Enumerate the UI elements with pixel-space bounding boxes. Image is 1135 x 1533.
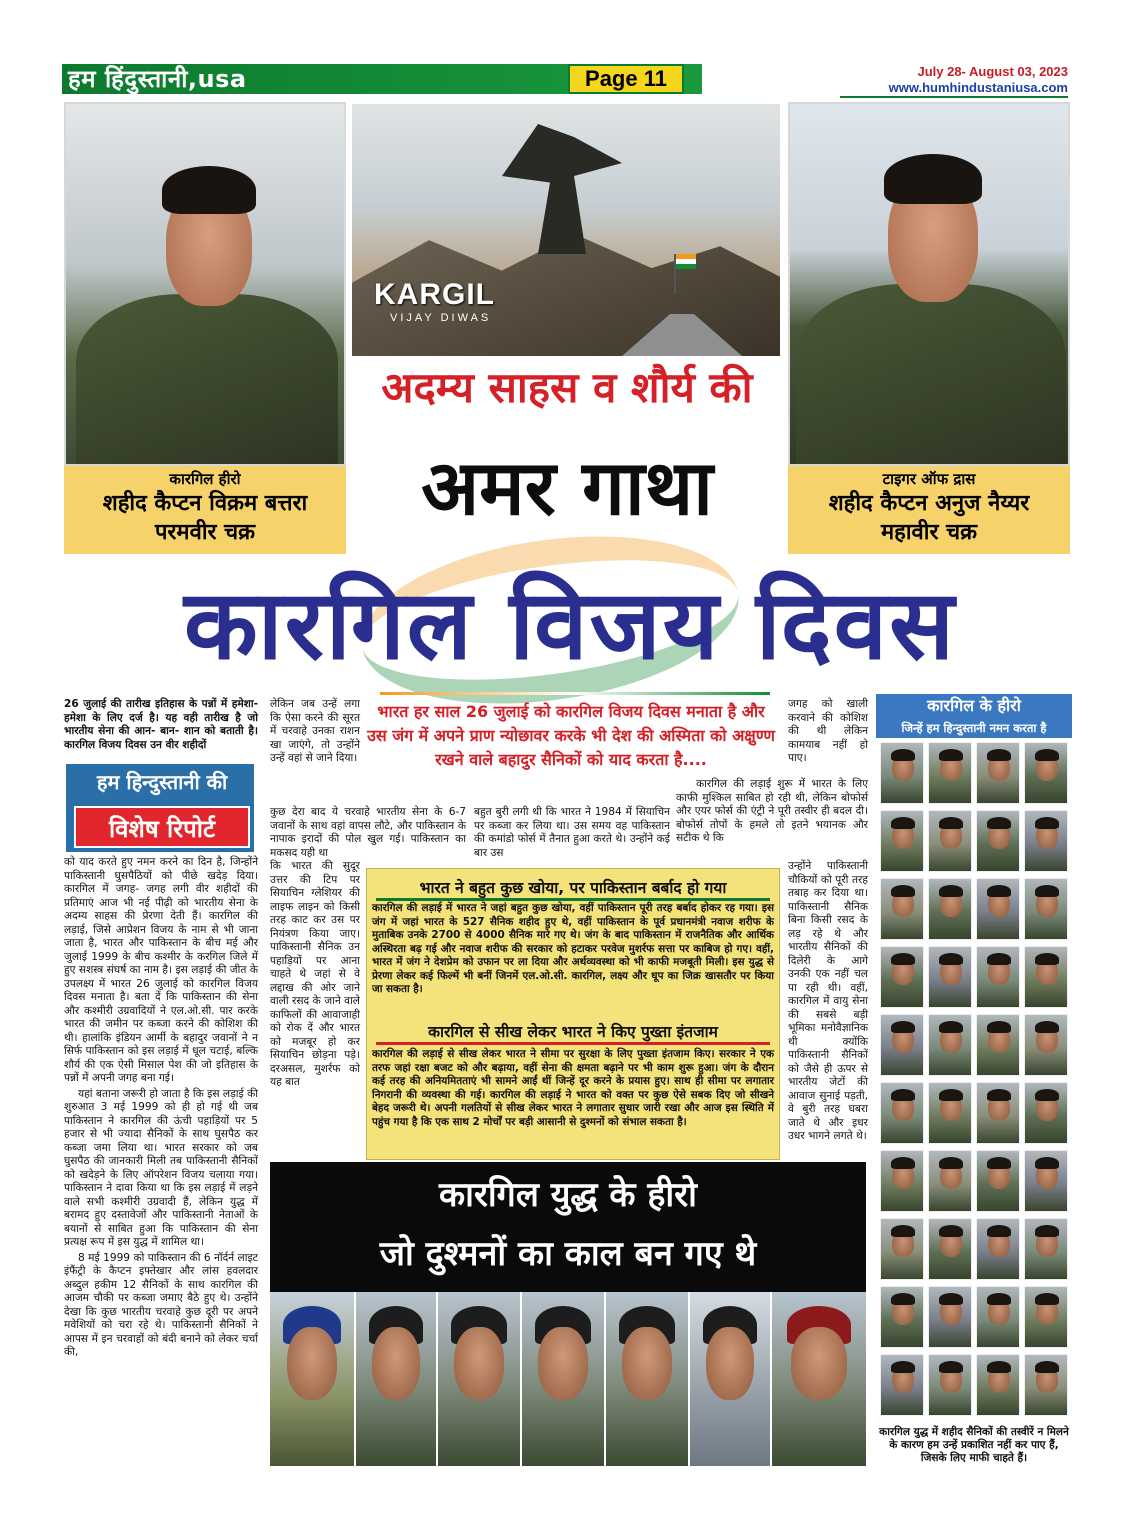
soldier-thumbnail: [880, 878, 924, 940]
heroes-banner-line2: जो दुश्मनों का काल बन गए थे: [379, 1234, 757, 1274]
pull-quote: भारत हर साल 26 जुलाई को कारगिल विजय दिवस मनाता है और उस जंग में अपने प्राण न्योछावर करके भी देश की अस्मिता को अक्षुण्ण रखने वाले बहादुर सैनिकों को याद करता है....: [367, 702, 775, 769]
article-column-2: कि भारत की सुदूर उत्तर की टिप पर सियाचिन ग्लेशियर की लाइफ लाइन को किसी तरह काट कर उस पर नियंत्रण किया जाए। पाकिस्तानी सैनिक उन पहाड़ियों पर आना चाहते थे जहां से वे लद्दाख की ओर जाने वाली रसद के जाने वाले काफिलों की आवाजाही को रोक दें और भारत को मजबूर हो कर सियाचिन छोड़ना पड़े। दरअसल, मुशर्रफ को यह बात: [270, 860, 360, 1088]
report-line2: विशेष रिपोर्ट: [74, 806, 250, 848]
website-link[interactable]: www.humhindustaniusa.com: [888, 80, 1068, 95]
newspaper-logo: हम हिंदुस्तानी,usa: [68, 65, 247, 93]
sidebar-subtitle: जिन्हें हम हिन्दुस्तानी नमन करता है: [876, 718, 1072, 738]
article-column-2-top: लेकिन जब उन्हें लगा कि ऐसा करने की सूरत में चरवाहे उनका राशन खा जाएंगे, तो उन्होंने उन्हें वहां से जाने दिया।: [270, 698, 360, 764]
report-line1: हम हिन्दुस्तानी की: [96, 770, 228, 794]
hero-photo: [522, 1292, 604, 1466]
soldier-silhouette-icon: [502, 124, 622, 254]
soldier-thumbnail: [1024, 810, 1068, 872]
header-divider: [840, 96, 1068, 98]
soldier-thumbnail: [880, 1150, 924, 1212]
kargil-vijay-diwas-poster: [352, 104, 780, 356]
soldier-thumbnail: [1024, 742, 1068, 804]
article-column-4-top: जगह को खाली करवाने की कोशिश की थी लेकिन कामयाब नहीं हो पाए।: [788, 698, 868, 764]
heroes-banner: [270, 1162, 866, 1292]
left-hero-award: परमवीर चक्र: [154, 520, 256, 545]
sidebar-footnote: कारगिल युद्ध में शहीद सैनिकों की तस्वीरें न मिलने के कारण हम उन्हें प्रकाशित नहीं कर पाए हैं, जिसके लिए माफी चाहते हैं।: [879, 1426, 1069, 1464]
title-underline: [376, 898, 770, 901]
kargil-logo: KARGIL: [374, 278, 495, 311]
lost-much-text: कारगिल की लड़ाई में भारत ने जहां बहुत कुछ खोया, वहीं पाकिस्तान पूरी तरह बर्बाद होकर रह गया। इस जंग में जहां भारत के 527 सैनिक शहीद हुए थे, वहीं पाकिस्तान के पूर्व प्रधानमंत्री नवाज शरीफ के मुताबिक उनके 2700 से 4000 सैनिक मारे गए थे। जंग के बाद पाकिस्तान में राजनैतिक और आर्थिक अस्थिरता बढ़ गई और नवाज शरीफ की सरकार को हटाकर परवेज मुशर्रफ सत्ता पर काबिज हो गए। वहीं, भारत में जंग ने देशप्रेम को उफान पर ला दिया और अर्थव्यवस्था को भी काफी मजबूती मिली। इस युद्ध से प्रेरणा लेकर कई फिल्में भी बनीं जिनमें एल.ओ.सी. कारगिल, लक्ष्य और धूप का जिक्र खासतौर पर किया जा सकता है।: [372, 902, 774, 995]
anuj-nayyar-photo: [788, 102, 1070, 466]
article-column-1: [64, 856, 258, 1362]
headline-black: अमर गाथा: [421, 443, 713, 532]
soldier-thumbnail: [1024, 946, 1068, 1008]
vikram-batra-photo: [64, 102, 346, 466]
main-title: कारगिल विजय दिवस: [184, 569, 956, 681]
soldier-thumbnail: [928, 878, 972, 940]
hero-photo: [772, 1292, 866, 1466]
soldier-thumbnail: [928, 742, 972, 804]
hero-photo: [690, 1292, 770, 1466]
soldier-thumbnail: [928, 1014, 972, 1076]
soldier-thumbnail: [1024, 1218, 1068, 1280]
soldier-thumbnail: [1024, 1150, 1068, 1212]
issue-date: July 28- August 03, 2023: [917, 64, 1068, 79]
paragraph: को याद करते हुए नमन करने का दिन है, जिन्होंने पाकिस्तानी घुसपैठियों को पीछे खदेड़ दिया। कारगिल में जगह- जगह लगी वीर शहीदों की प्रतिमाएं आज भी नई पीढ़ी को भारतीय सेना के अदम्य साहस की प्रेरणा देती हैं। कारगिल की लड़ाई, जिसे आप्रेशन विजय के नाम से भी जाना जाता है, भारत और पाकिस्तान के बीच मई और जुलाई 1999 के बीच कश्मीर के करगिल जिले में हुए सशस्त्र संघर्ष का नाम है। इस लड़ाई की जीत के उपलक्ष्य में भारत 26 जुलाई को कारगिल विजय दिवस मनाता है। बता दें कि पाकिस्तान की सेना और कश्मीरी उग्रवादियों ने एल.ओ.सी. पार करके भारत की जमीन पर कब्जा करने की कोशिश की थी। हालांकि इंडियन आर्मी के बहादुर जवानों ने न सिर्फ पाकिस्तान को इस लड़ाई में धूल चटाई, बल्कि शौर्य की एक ऐसी मिसाल पेश की जो इतिहास के पन्नों में अपनी जगह बना गई।: [64, 856, 258, 1084]
soldier-thumbnail: [880, 1286, 924, 1348]
soldier-thumbnail: [1024, 878, 1068, 940]
hero-photo: [270, 1292, 354, 1466]
sidebar-title: कारगिल के हीरो: [876, 694, 1072, 718]
lessons-title: कारगिल से सीख लेकर भारत ने किए पुख्ता इंतजाम: [428, 1023, 718, 1041]
article-column-4: उन्होंने पाकिस्तानी चौकियों को पूरी तरह तबाह कर दिया था। पाकिस्तानी सैनिक बिना किसी रसद के लड़ रहे थे और भारतीय सैनिकों की दिलेरी के आगे उनकी एक नहीं चल पा रही थी। वहीं, कारगिल में वायु सेना की सबसे बड़ी भूमिका मनोवैज्ञानिक थी क्योंकि पाकिस्तानी सैनिकों को जैसे ही ऊपर से भारतीय जेटों की आवाज सुनाई पड़ती, वे बुरी तरह घबरा जाते थे और इधर उधर भागने लगते थे।: [788, 860, 868, 1142]
lost-much-title: भारत ने बहुत कुछ खोया, पर पाकिस्तान बर्बाद हो गया: [419, 879, 727, 897]
quote-divider: [380, 692, 770, 695]
soldier-thumbnail: [976, 1082, 1020, 1144]
intro-paragraph: 26 जुलाई की तारीख इतिहास के पन्नों में हमेशा- हमेशा के लिए दर्ज है। यह वही तारीख है जो भारतीय सेना की आन- बान- शान को बताती है। कारगिल विजय दिवस उन वीर शहीदों: [64, 698, 258, 751]
soldier-thumbnail: [976, 1286, 1020, 1348]
soldier-thumbnail: [976, 1150, 1020, 1212]
soldier-thumbnail: [880, 810, 924, 872]
soldier-thumbnail: [976, 1218, 1020, 1280]
right-hero-tagline: टाइगर ऑफ द्रास: [882, 470, 976, 488]
hero-photo: [356, 1292, 436, 1466]
right-hero-caption: [788, 466, 1070, 554]
soldier-thumbnail: [880, 1354, 924, 1416]
special-report-box: [64, 762, 256, 854]
right-hero-award: महावीर चक्र: [881, 520, 977, 545]
soldier-thumbnail: [880, 1082, 924, 1144]
hero-photo: [438, 1292, 520, 1466]
soldier-thumbnail: [976, 1014, 1020, 1076]
article-column-4-wide: कारगिल की लड़ाई शुरू में भारत के लिए काफी मुश्किल साबित हो रही थी, लेकिन बोफोर्स और एयर फोर्स की एंट्री ने पूरी तस्वीर ही बदल दी। बोफोर्स तोपों के हमले तो इतने भयानक और सटीक थे कि: [676, 778, 868, 844]
soldier-thumbnail: [976, 878, 1020, 940]
paragraph: यहां बताना जरूरी हो जाता है कि इस लड़ाई की शुरुआत 3 मई 1999 को ही हो गई थी जब पाकिस्तान ने कारगिल की ऊंची पहाड़ियों पर 5 हजार से भी ज्यादा सैनिकों के साथ घुसपैठ कर कब्जा जमा लिया था। भारत सरकार को जब घुसपैठ की जानकारी मिली तब पाकिस्तानी सैनिकों को खदेड़ने के लिए ऑपरेशन विजय चलाया गया। पाकिस्तान ने दावा किया था कि इस लड़ाई में लड़ने वाले सभी कश्मीरी उग्रवादी हैं, लेकिन युद्ध में बरामद हुए दस्तावेजों और पाकिस्तानी नेताओं के बयानों से साबित हुआ कि पाकिस्तान की सेना प्रत्यक्ष रूप में इस युद्ध में शामिल था।: [64, 1087, 258, 1248]
title-underline: [376, 1042, 770, 1045]
left-hero-caption: [64, 466, 346, 554]
left-hero-name: शहीद कैप्टन विक्रम बत्तरा: [102, 491, 308, 516]
article-column-2-wide: कुछ देरा बाद ये चरवाहे भारतीय सेना के 6-7 जवानों के साथ वहां वापस लौटे, और पाकिस्तान के नापाक इरादों की पोल खुल गई। पाकिस्तान का मकसद यही था: [270, 806, 466, 859]
article-column-3-top: बहुत बुरी लगी थी कि भारत ने 1984 में सियाचिन पर कब्जा कर लिया था। उस समय वह पाकिस्तान की कमांडो फोर्स में तैनात हुआ करते थे। उन्होंने कई बार उस: [474, 806, 670, 859]
hero-photo: [606, 1292, 688, 1466]
page-number: Page 11: [568, 64, 684, 94]
left-hero-tagline: कारगिल हीरो: [169, 470, 241, 488]
flag-icon: [674, 254, 696, 294]
paragraph: 8 मई 1999 को पाकिस्तान की 6 नॉर्दर्न लाइट इंफैंट्री के कैप्टन इफ्तेखार और लांस हवलदार अब्दुल हकीम 12 सैनिकों के साथ कारगिल की आजम चौकी पर कब्जा जमाए बैठे हुए थे। उन्होंने देखा कि कुछ भारतीय चरवाहे कुछ दूरी पर अपने मवेशियों को चरा रहे थे। पाकिस्तानी सैनिकों ने आपस में इन चरवाहों को बंदी बनाने को लेकर चर्चा की,: [64, 1251, 258, 1358]
headline-red: अदम्य साहस व शौर्य की: [381, 363, 753, 412]
soldier-thumbnail: [976, 1354, 1020, 1416]
soldier-thumbnail: [928, 1218, 972, 1280]
soldier-thumbnail: [976, 742, 1020, 804]
vijay-diwas-label: VIJAY DIWAS: [390, 312, 492, 324]
soldier-thumbnail: [976, 946, 1020, 1008]
soldier-thumbnail: [928, 1286, 972, 1348]
soldier-thumbnail: [880, 1014, 924, 1076]
soldier-thumbnail: [880, 946, 924, 1008]
soldier-thumbnail: [1024, 1354, 1068, 1416]
right-hero-name: शहीद कैप्टन अनुज नैय्यर: [828, 491, 1030, 516]
soldier-thumbnail: [928, 810, 972, 872]
soldier-thumbnail: [976, 810, 1020, 872]
soldier-thumbnail: [1024, 1082, 1068, 1144]
soldier-thumbnail: [880, 742, 924, 804]
lessons-text: कारगिल की लड़ाई से सीख लेकर भारत ने सीमा पर सुरक्षा के लिए पुख्ता इंतजाम किए। सरकार ने एक तरफ जहां रक्षा बजट को और बढ़ाया, वहीं सेना की क्षमता बढ़ाने पर भी काम शुरू हुआ। जंग के दौरान कई तरह की अनियमितताएं भी सामने आईं थीं जिन्हें दूर करने के प्रयास हुए। साथ ही सीमा पर लगातार निगरानी की व्यवस्था की गई। कारगिल की लड़ाई ने भारत को वक्त पर कुछ ऐसे सबक दिए जो सीखने बेहद जरूरी थे। अपनी गलतियों से सीख लेकर भारत ने लगातार सुधार जारी रखा और आज इस स्थिति में पहुंच गया है कि एक साथ 2 मोर्चों पर बड़ी आसानी से दुश्मनों को संभाल सकता है।: [372, 1048, 774, 1128]
soldier-thumbnail: [1024, 1014, 1068, 1076]
soldier-thumbnail: [928, 946, 972, 1008]
soldier-thumbnail: [928, 1354, 972, 1416]
heroes-banner-line1: कारगिल युद्ध के हीरो: [439, 1175, 697, 1215]
soldier-thumbnail: [880, 1218, 924, 1280]
soldier-thumbnail: [1024, 1286, 1068, 1348]
soldier-thumbnail: [928, 1082, 972, 1144]
soldier-thumbnail: [928, 1150, 972, 1212]
